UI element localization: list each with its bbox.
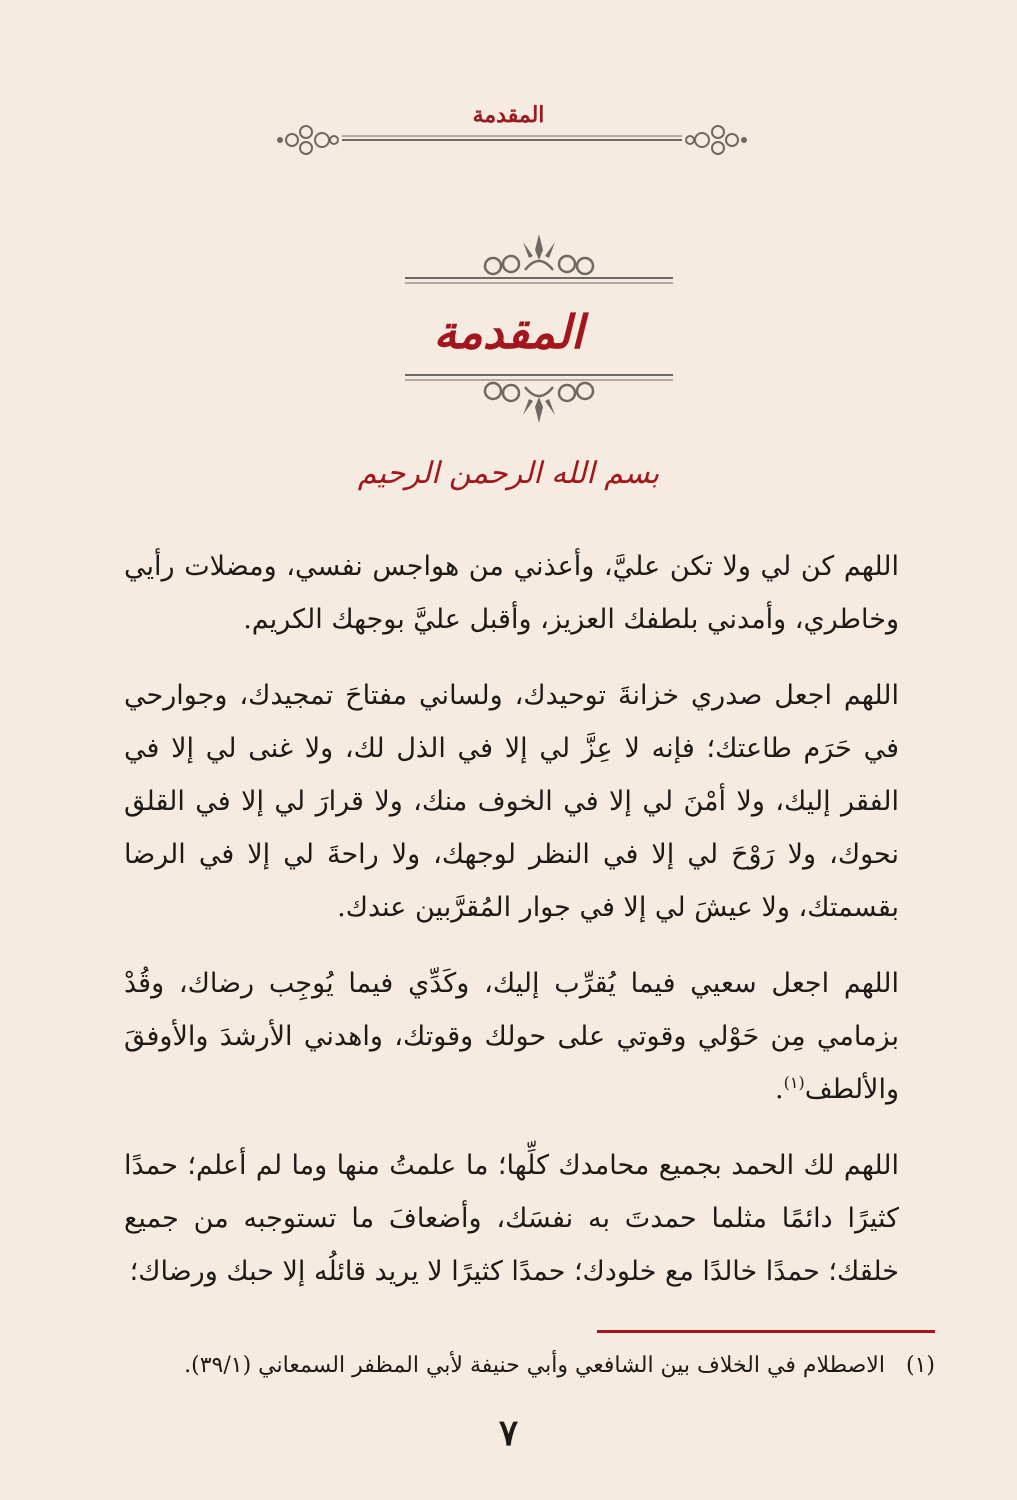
header-ornament-divider [272,118,752,162]
footnote-text: الاصطلام في الخلاف بين الشافعي وأبي حنيفة لأبي المظفر السمعاني (٣٩/١). [184,1353,885,1378]
footnote-reference[interactable]: (١) [783,1073,805,1092]
title-ornament-top [405,232,673,288]
paragraph [124,957,899,1116]
footnote-rule [597,1330,935,1333]
running-head: المقدمة [472,102,545,128]
chapter-title: المقدمة [433,305,584,359]
paragraph: اللهم لك الحمد بجميع محامدك كلِّها؛ ما علمتُ منها وما لم أعلم؛ حمدًا كثيرًا دائمًا مثلما حمدتَ به نفسَك، وأضعافَ ما تستوجبه من جميع خلقك؛ حمدًا خالدًا مع خلودك؛ حمدًا كثيرًا لا يريد قائلُه إلا حبك ورضاك؛ [124,1150,899,1287]
paragraph: اللهم كن لي ولا تكن عليَّ، وأعذني من هواجس نفسي، ومضلات رأيي وخاطري، وأمدني بلطفك العزيز، وأقبل عليَّ بوجهك الكريم. [124,551,899,635]
basmala: بسم الله الرحمن الرحيم [357,456,660,491]
paragraph: اللهم اجعل صدري خزانةَ توحيدك، ولساني مفتاحَ تمجيدك، وجوارحي في حَرَم طاعتك؛ فإنه لا عِزَّ لي إلا في الذل لك، ولا غنى لي إلا في الفقر إليك، ولا أمْنَ لي إلا في الخوف منك، ولا قرارَ لي إلا في القلق نحوك، ولا رَوْحَ لي إلا في النظر لوجهك، ولا راحةَ لي إلا في الرضا بقسمتك، ولا عيشَ لي إلا في جوار المُقرَّبين عندك. [124,680,899,923]
footnote [124,1353,935,1378]
paragraph-text: اللهم اجعل سعيي فيما يُقرِّب إليك، وكَدِّي فيما يُوجِب رضاك، وقُدْ بزمامي مِن حَوْلي وقوتي على حولك وقوتك، واهدني الأرشدَ والأوفقَ والألطف [124,968,899,1105]
paragraph-end: . [775,1074,784,1105]
body-text [124,540,899,1321]
title-ornament-bottom [405,365,673,425]
page-number: ٧ [498,1412,519,1454]
footnote-number: (١) [905,1353,935,1378]
